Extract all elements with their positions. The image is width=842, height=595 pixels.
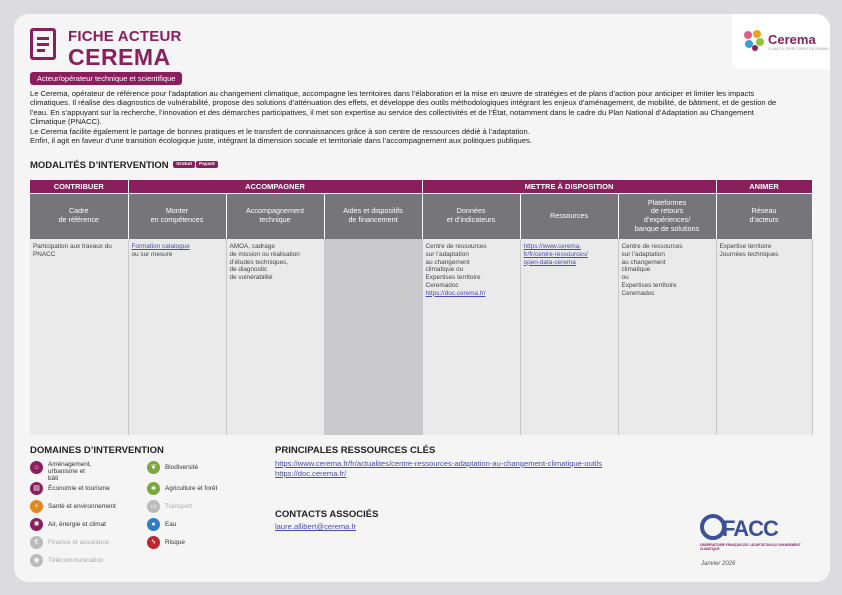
logo-text: Cerema: [768, 32, 816, 47]
contacts-title: CONTACTS ASSOCIÉS: [275, 509, 379, 520]
modalites-table: [30, 180, 813, 435]
col-monter-competences: Monter en compétences: [128, 193, 226, 239]
cell-monter-competences: [128, 239, 226, 435]
domain-label: Transport: [165, 503, 193, 510]
col-aides-financement: Aides et dispositifs de financement: [324, 193, 422, 239]
cell-monter-competences-text: ou sur mesure: [131, 250, 173, 258]
transport-icon: ▭: [147, 500, 160, 513]
col-cadre-reference: Cadre de référence: [30, 193, 128, 239]
domain-label: Risque: [165, 539, 185, 546]
domain-label: Finance et assurance: [48, 539, 110, 546]
domain-label: Biodiversité: [165, 464, 199, 471]
domain-label: Santé et environnement: [48, 503, 116, 510]
title-line1: FICHE ACTEUR: [68, 28, 182, 45]
tree-icon: ♣: [147, 482, 160, 495]
group-accompagner: ACCOMPAGNER: [128, 180, 422, 193]
cerema-logo-icon: [740, 28, 766, 54]
col-reseau-acteurs: Réseau d’acteurs: [716, 193, 812, 239]
group-contribuer: CONTRIBUER: [30, 180, 128, 193]
briefcase-icon: ▤: [30, 482, 43, 495]
domain-label: Télécommunication: [48, 557, 104, 564]
open-data-link[interactable]: https://www.cerema. fr/fr/centre-ressources/ open-data-cerema: [523, 243, 588, 266]
col-donnees-indicateurs: Données et d’indicateurs: [422, 193, 520, 239]
finance-icon: €: [30, 536, 43, 549]
cerema-logo: [732, 14, 830, 69]
intro-paragraph-1: Le Cerema, opérateur de référence pour l’adaptation au changement climatique, accompagne les territoires dans l’élaboration et la mise en œuvre de stratégies et de plans d’action pour anticiper et limiter les impacts climatiques. Il réalise des diagnostics de vulnérabilité, propose des solutions d’atténuation des effets, et développe des outils méthodologiques intégrant les enjeux d’aménagement, de mobilité, de bâtiment, et de gestion de l’eau. En s’appuyant sur la recherche, l’innovation et des démarches participatives, il met son expertise au service des collectivités et de l’État, notamment dans le cadre du Plan National d’Adaptation au Changement Climatique (PNACC).: [30, 89, 777, 127]
air-icon: ✺: [30, 518, 43, 531]
badge-payant: Payant: [196, 161, 218, 168]
house-icon: ⌂: [30, 461, 43, 474]
actor-type-badge: Acteur/opérateur technique et scientifique: [30, 72, 182, 85]
domain-label: Agriculture et forêt: [165, 485, 218, 492]
page-title: CEREMA: [68, 44, 171, 70]
intro-paragraph-3: Enfin, il agit en faveur d’une transition écologique juste, intégrant la dimension sociale et territoriale dans l’accompagnement aux politiques publiques.: [30, 136, 532, 146]
intro-paragraph-2: Le Cerema facilite également le partage de bonnes pratiques et le transfert de connaissances grâce à son centre de ressources dédié à l’adaptation.: [30, 126, 530, 136]
contact-email-link[interactable]: laure.allibert@cerema.fr: [275, 522, 357, 531]
ressource-link-2[interactable]: https://doc.cerema.fr/: [275, 469, 347, 478]
publication-date: Janvier 2026: [701, 561, 736, 567]
ressources-title: PRINCIPALES RESSOURCES CLÉS: [275, 445, 436, 456]
domain-label: Air, énergie et climat: [48, 521, 106, 528]
cell-plateformes: Centre de ressources sur l’adaptation au changement climatique ou Expertises territoire Ceremadoc: [618, 239, 716, 435]
doc-cerema-link[interactable]: https://doc.cerema.fr/: [425, 289, 486, 297]
ofacc-subtitle: OBSERVATOIRE FRANÇAIS DE L’ADAPTATION AU CHANGEMENT CLIMATIQUE: [700, 543, 801, 551]
fiche-card: [14, 14, 830, 582]
domain-label: Économie et tourisme: [48, 485, 110, 492]
modalites-title: [30, 160, 218, 171]
cell-cadre-reference: Participation aux travaux du PNACC: [30, 239, 128, 435]
ofacc-text: FACC: [722, 516, 778, 541]
intro-text: [30, 89, 790, 145]
health-icon: +: [30, 500, 43, 513]
risk-icon: ϟ: [147, 536, 160, 549]
cell-reseau-acteurs: Expertise territoire Journées techniques: [716, 239, 812, 435]
group-mettre-a-disposition: METTRE À DISPOSITION: [422, 180, 716, 193]
cell-ressources: [520, 239, 618, 435]
ressource-link-1[interactable]: https://www.cerema.fr/fr/actualites/centre-ressources-adaptation-au-changement-climatique-outils: [275, 459, 603, 468]
col-accompagnement-technique: Accompagnement technique: [226, 193, 324, 239]
col-ressources: Ressources: [520, 193, 618, 239]
water-drop-icon: ●: [147, 518, 160, 531]
formation-catalogue-link[interactable]: Formation catalogue: [131, 243, 190, 250]
cell-accompagnement-technique: AMOA, cadrage de mission ou réalisation d’études techniques, de diagnostic de vulnérabilité: [226, 239, 324, 435]
cell-donnees-text: Centre de ressources sur l’adaptation au changement climatique ou Expertises territoire Ceremadoc: [425, 243, 487, 289]
domain-label: Aménagement, urbanisme et bâti: [48, 461, 92, 482]
modalites-title-text: MODALITÉS D’INTERVENTION: [30, 160, 169, 171]
telecom-icon: ◉: [30, 554, 43, 567]
cell-aides-financement: [324, 239, 422, 435]
group-animer: ANIMER: [716, 180, 812, 193]
leaf-icon: ❦: [147, 461, 160, 474]
document-icon: [30, 28, 56, 60]
domain-label: Eau: [165, 521, 177, 528]
cell-donnees-indicateurs: [422, 239, 520, 435]
logo-tagline: CLIMAT & TERRITOIRES DE DEMAIN: [768, 47, 829, 51]
badge-gratuit: Gratuit: [173, 161, 195, 168]
domaines-title: DOMAINES D’INTERVENTION: [30, 445, 164, 456]
col-plateformes: Plateformes de retours d’expériences/ banque de solutions: [618, 193, 716, 239]
